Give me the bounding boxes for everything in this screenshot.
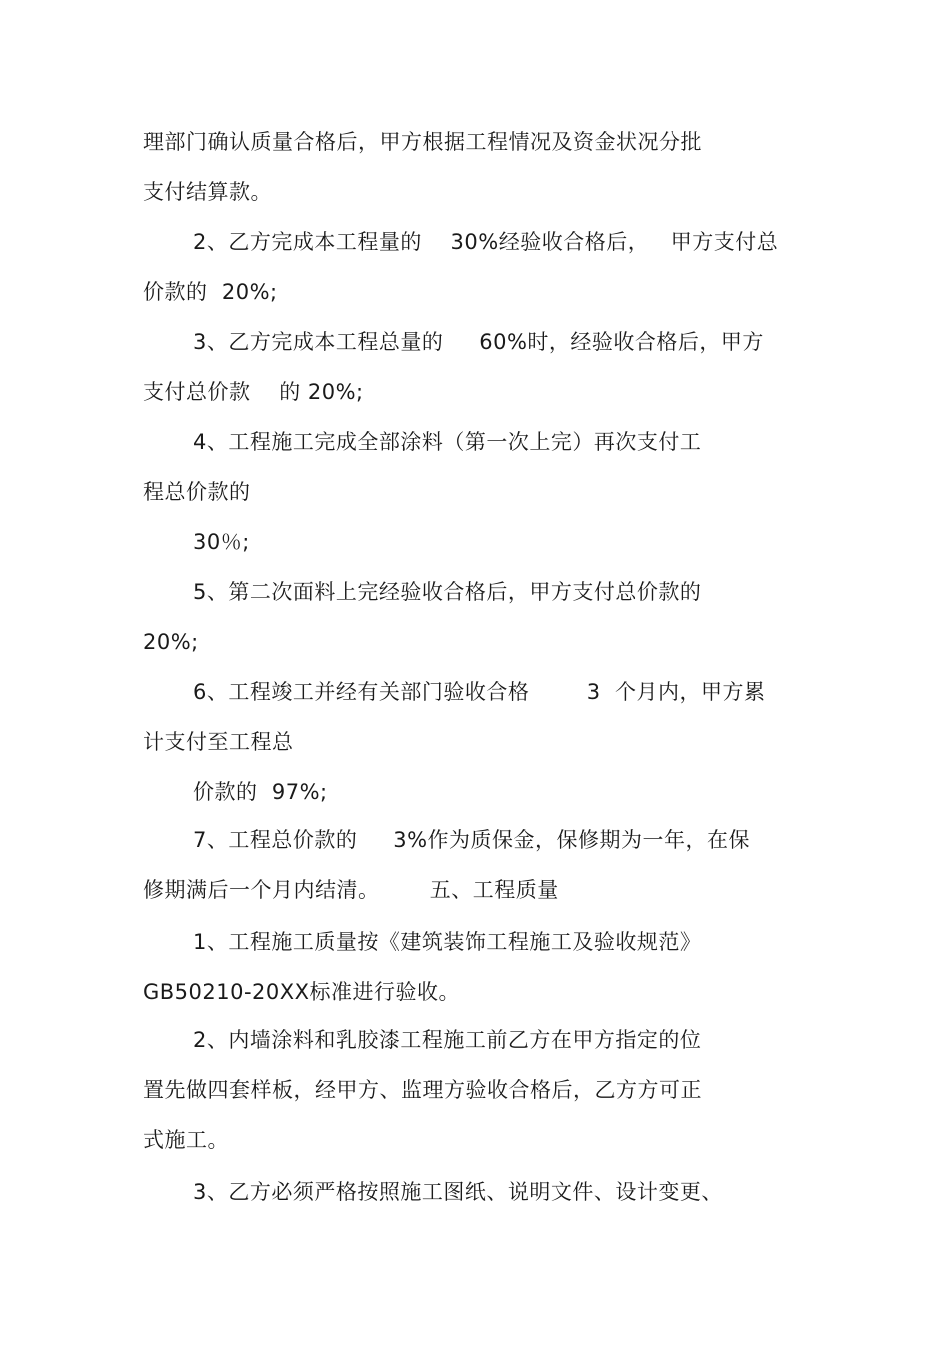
text-line: 置先做四套样板，经甲方、监理方验收合格后，乙方方可正 (143, 1078, 702, 1102)
text-line: 30％; (193, 530, 250, 554)
text-line: 支付总价款 的 20%; (143, 380, 364, 404)
text-line: 3、乙方必须严格按照施工图纸、说明文件、设计变更、 (193, 1180, 723, 1204)
text-line: 式施工。 (143, 1128, 229, 1152)
text-line: 价款的 97%; (193, 780, 328, 804)
text-line: 支付结算款。 (143, 180, 272, 204)
text-line: 价款的 20%; (143, 280, 278, 304)
text-line: 2、乙方完成本工程量的 30%经验收合格后， 甲方支付总 (193, 230, 779, 254)
text-line: 程总价款的 (143, 480, 251, 504)
text-line: 3、乙方完成本工程总量的 60%时，经验收合格后，甲方 (193, 330, 764, 354)
text-line: 4、工程施工完成全部涂料（第一次上完）再次支付工 (193, 430, 702, 454)
text-line: 2、内墙涂料和乳胶漆工程施工前乙方在甲方指定的位 (193, 1028, 702, 1052)
text-line: 计支付至工程总 (143, 730, 294, 754)
text-line: 理部门确认质量合格后，甲方根据工程情况及资金状况分批 (143, 130, 702, 154)
text-line: 20%; (143, 630, 199, 654)
text-line: 修期满后一个月内结清。 五、工程质量 (143, 878, 559, 902)
text-line: 1、工程施工质量按《建筑装饰工程施工及验收规范》 (193, 930, 702, 954)
text-line: GB50210-20XX标准进行验收。 (143, 980, 461, 1004)
text-line: 6、工程竣工并经有关部门验收合格 3 个月内，甲方累 (193, 680, 766, 704)
text-line: 5、第二次面料上完经验收合格后，甲方支付总价款的 (193, 580, 702, 604)
text-line: 7、工程总价款的 3%作为质保金，保修期为一年，在保 (193, 828, 751, 852)
